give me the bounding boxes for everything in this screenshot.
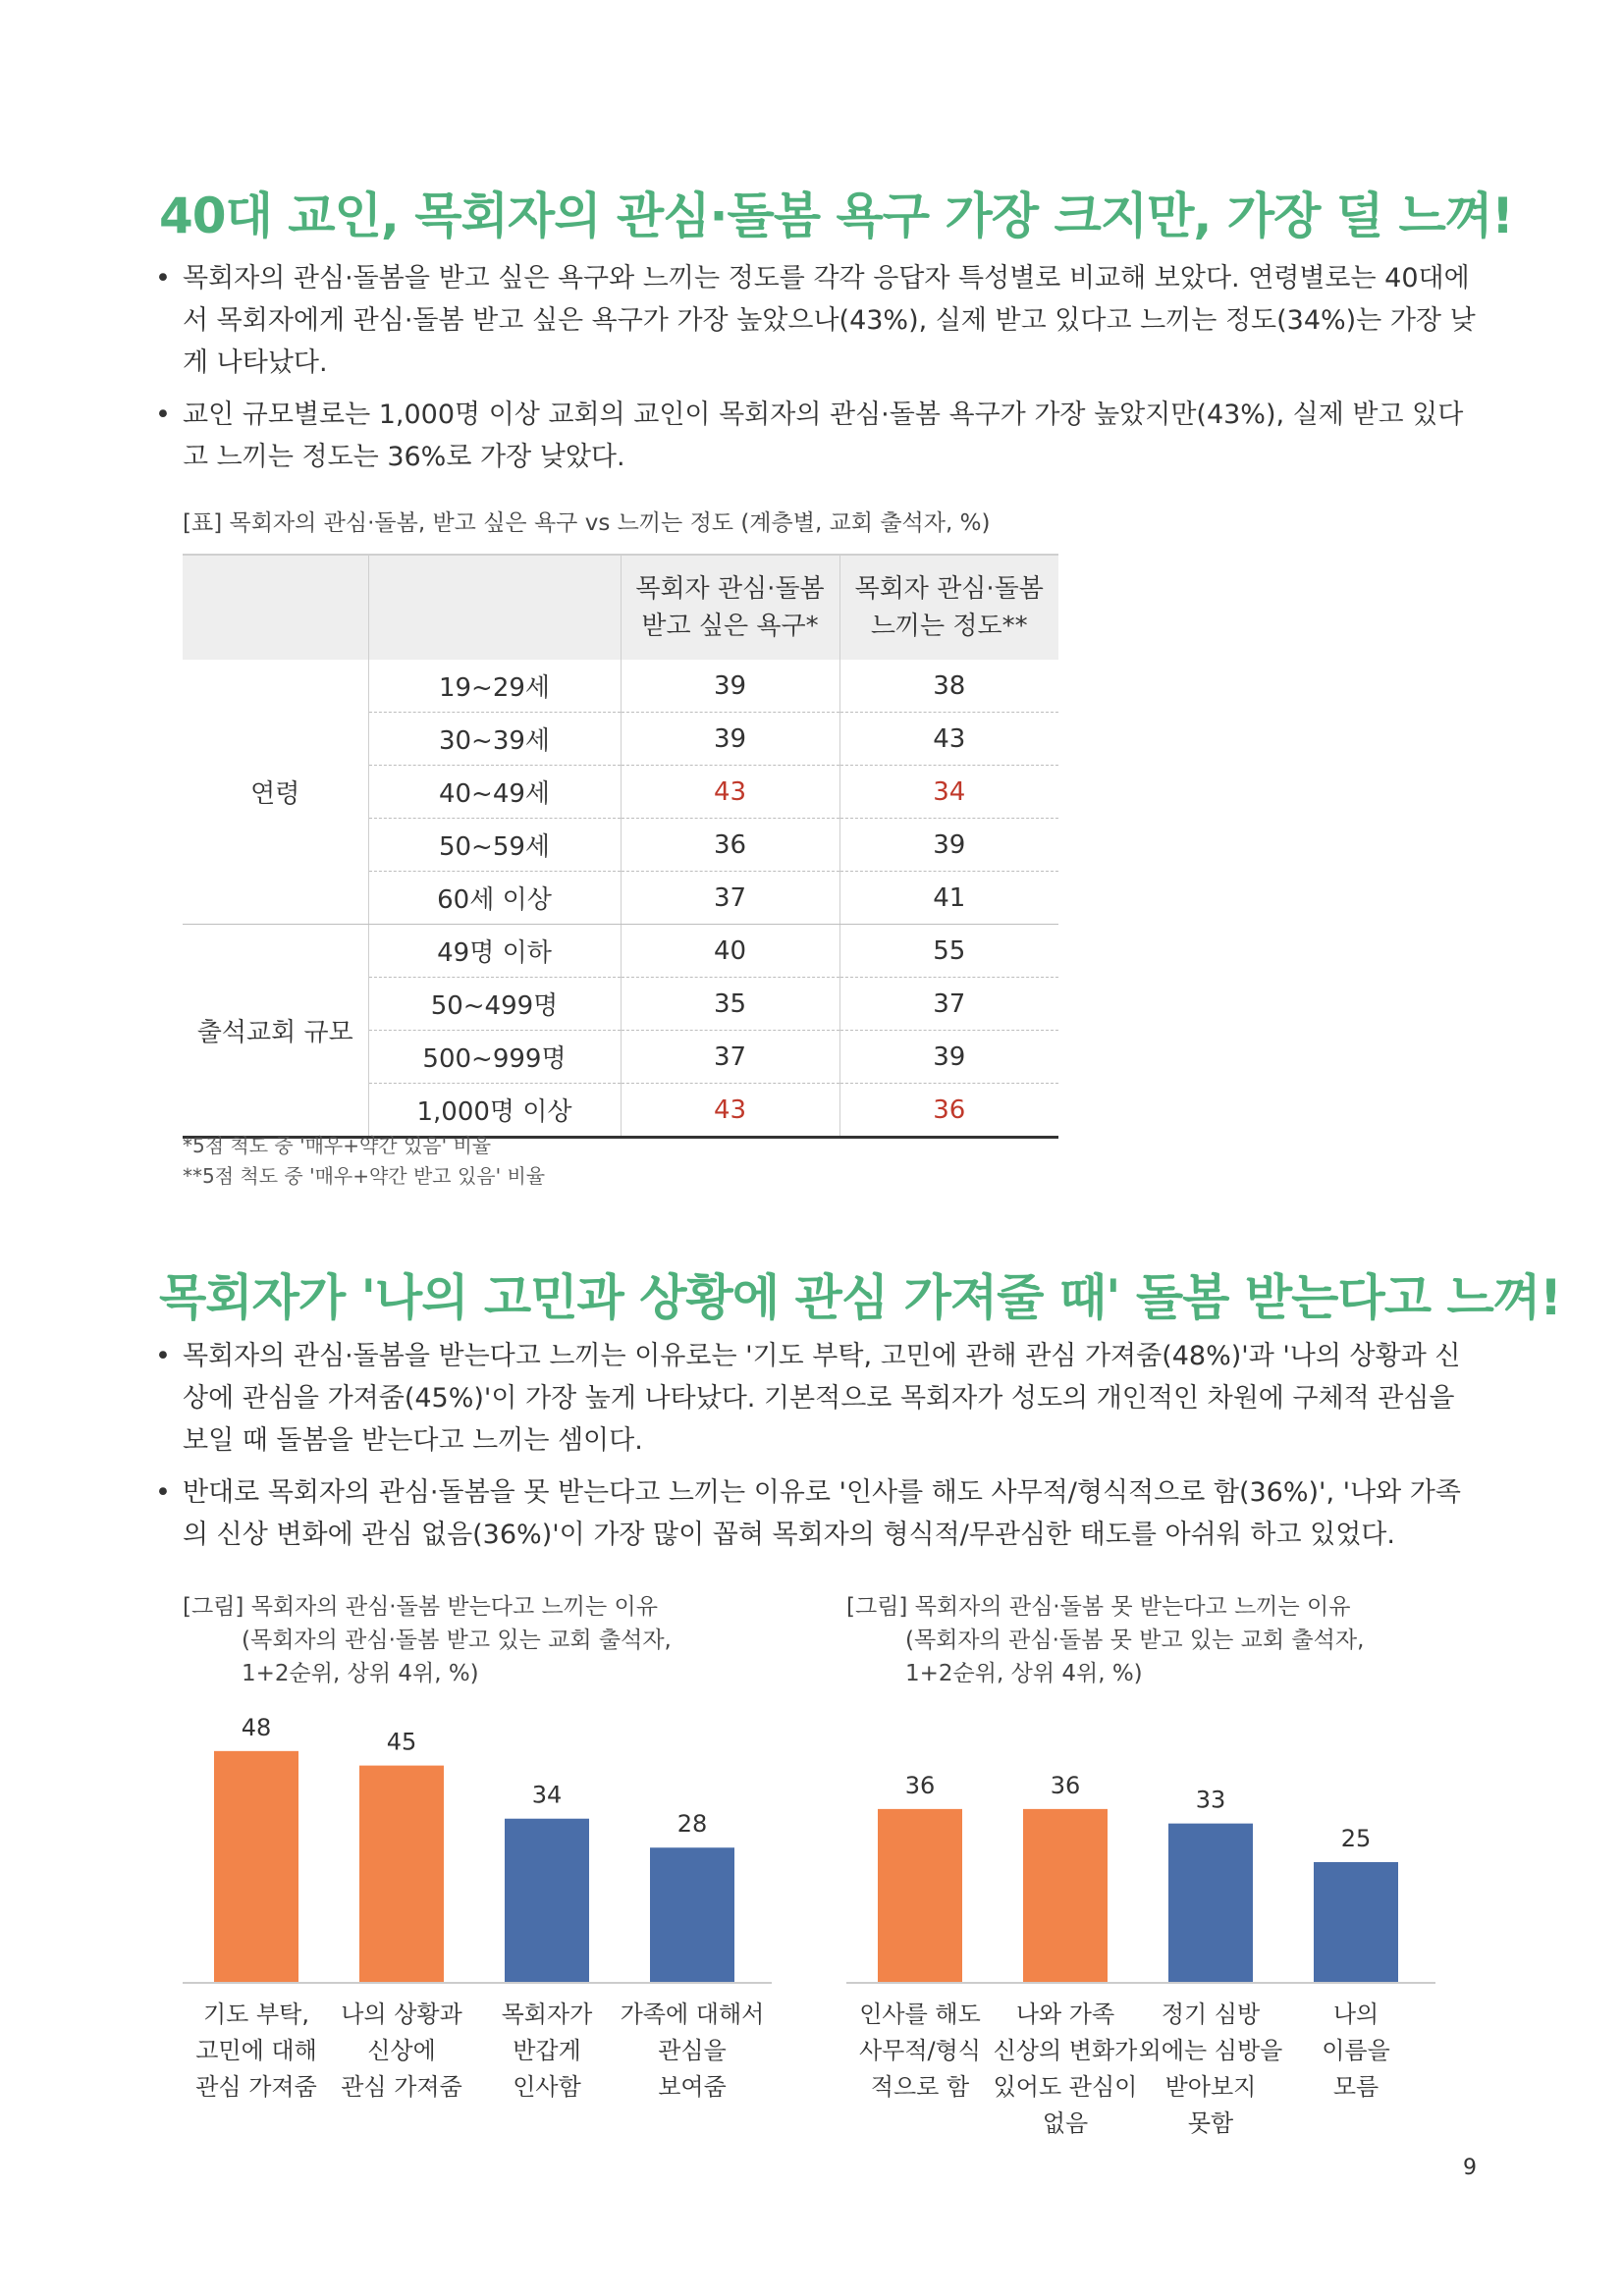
chart2-category-label-line: 정기 심방 [1161,2001,1261,2028]
chart2-category-label-line: 받아보지 [1164,2073,1257,2101]
cell-want: 40 [621,925,839,978]
cell-want: 37 [621,872,839,925]
chart2-category-label-line: 신상의 변화가 [993,2037,1138,2064]
group-label-size: 출석교회 규모 [183,925,368,1138]
cell-want: 36 [621,819,839,872]
chart1-category-label-line: 목회자가 [501,2001,593,2028]
table-header-want-line2: 받고 싶은 욕구* [641,612,819,641]
row-label: 49명 이하 [368,925,621,978]
chart1-title: [그림] 목회자의 관심·돌봄 받는다고 느끼는 이유 [183,1594,658,1620]
chart1-category-label-3 [473,1997,621,2106]
cell-feel: 41 [839,872,1058,925]
cell-feel: 37 [839,978,1058,1031]
chart1-subtitle-1: (목회자의 관심·돌봄 받고 있는 교회 출석자, [242,1628,672,1653]
chart2-category-label-line: 적으로 함 [870,2073,970,2101]
chart1-bar-3 [505,1819,589,1983]
chart2-category-label-line: 이름을 [1322,2037,1390,2064]
table-note-2: **5점 척도 중 '매우+약간 받고 있음' 비율 [183,1164,546,1188]
cell-feel-highlight: 34 [839,766,1058,819]
row-label: 30~39세 [368,713,621,766]
cell-feel: 43 [839,713,1058,766]
chart1-category-label-line: 고민에 대해 [195,2037,317,2064]
table-note-1: *5점 척도 중 '매우+약간 있음' 비율 [183,1134,492,1157]
section2-bullets [155,1335,1481,1566]
chart1-category-label-line: 인사함 [513,2073,581,2101]
chart2-bar-2 [1023,1809,1108,1983]
chart1-category-label-line: 관심 가져줌 [341,2073,462,2101]
chart1-value-label-4: 28 [676,1810,708,1839]
chart1-category-label-line: 관심을 [658,2037,727,2064]
stats-table [183,554,1058,1139]
chart2-bar-3 [1168,1824,1253,1983]
chart1-category-label-line: 관심 가져줌 [195,2073,317,2101]
table-header-want-line1: 목회자 관심·돌봄 [635,574,825,604]
chart1-bar-2 [359,1766,444,1983]
table-row [183,925,1058,978]
table-header-blank [183,555,368,660]
chart1-category-label-2 [328,1997,475,2106]
row-label: 500~999명 [368,1031,621,1084]
row-label: 50~59세 [368,819,621,872]
chart2-category-label-line: 나의 [1332,2001,1380,2028]
group-label-age: 연령 [183,660,368,925]
cell-want: 35 [621,978,839,1031]
table-header-feel-line2: 느끼는 정도** [870,612,1028,641]
row-label: 40~49세 [368,766,621,819]
chart2-category-label-line: 없음 [1042,2109,1089,2137]
chart2-category-label-4 [1282,1997,1430,2106]
chart-reasons-felt [183,1698,772,1993]
cell-want: 39 [621,713,839,766]
row-label: 50~499명 [368,978,621,1031]
chart2-category-label-line: 모름 [1332,2073,1380,2101]
cell-feel: 39 [839,1031,1058,1084]
chart2-subtitle-2: 1+2순위, 상위 4위, %) [905,1661,1143,1686]
chart1-category-label-line: 가족에 대해서 [620,2001,765,2028]
section1-bullet-1: • 목회자의 관심·돌봄을 받고 싶은 욕구와 느끼는 정도를 각각 응답자 특성별로 비교해 보았다. 연령별로는 40대에서 목회자에게 관심·돌봄 받고 싶은 욕구가 가장 높았으나(43%), 실제 받고 있다고 느끼는 정도(34%)는 가장 낮게 나타났다. [155,257,1481,384]
chart2-value-label-3: 33 [1195,1786,1226,1814]
chart2-title: [그림] 목회자의 관심·돌봄 못 받는다고 느끼는 이유 [846,1594,1351,1620]
section2-bullet-1: • 목회자의 관심·돌봄을 받는다고 느끼는 이유로는 '기도 부탁, 고민에 관해 관심 가져줌(48%)'과 '나의 상황과 신상에 관심을 가져줌(45%)'이 가장 높게 나타났다. 기본적으로 목회자가 성도의 개인적인 차원에 구체적 관심을 보일 때 돌봄을 받는다고 느끼는 셈이다. [155,1335,1481,1462]
section1-heading: 40대 교인, 목회자의 관심·돌봄 욕구 가장 크지만, 가장 덜 느껴! [159,187,1513,244]
cell-want-highlight: 43 [621,766,839,819]
chart2-category-label-line: 인사를 해도 [859,2001,981,2028]
cell-want-highlight: 43 [621,1084,839,1138]
chart2-value-label-2: 36 [1050,1771,1081,1799]
chart1-category-label-line: 보여줌 [658,2073,727,2101]
chart1-bar-1 [214,1751,298,1983]
page-number: 9 [1463,2156,1477,2180]
table-header-want [621,555,839,660]
chart2-category-label-line: 있어도 관심이 [993,2073,1138,2101]
chart1-value-label-1: 48 [241,1713,272,1741]
table-header-feel-line1: 목회자 관심·돌봄 [854,574,1044,604]
chart1-category-label-1 [183,1997,330,2106]
chart1-category-label-line: 기도 부탁, [203,2001,309,2028]
chart1-value-label-3: 34 [531,1781,563,1809]
row-label: 1,000명 이상 [368,1084,621,1138]
chart1-subtitle-2: 1+2순위, 상위 4위, %) [242,1661,479,1686]
chart2-subtitle-1: (목회자의 관심·돌봄 못 받고 있는 교회 출석자, [905,1628,1365,1653]
chart2-category-label-line: 외에는 심방을 [1138,2037,1283,2064]
chart2-value-label-4: 25 [1340,1825,1372,1852]
row-label: 60세 이상 [368,872,621,925]
row-label: 19~29세 [368,660,621,713]
chart2-category-label-2 [992,1997,1139,2142]
chart2-bar-4 [1314,1862,1398,1983]
table-caption: [표] 목회자의 관심·돌봄, 받고 싶은 욕구 vs 느끼는 정도 (계층별, 교회 출석자, %) [183,510,991,536]
chart2-category-label-line: 못함 [1187,2109,1234,2137]
chart2-category-label-line: 사무적/형식 [858,2037,981,2064]
chart1-value-label-2: 45 [386,1728,417,1756]
chart1-category-label-4 [619,1997,766,2106]
chart-reasons-not-felt [846,1698,1435,1993]
chart2-category-label-3 [1137,1997,1284,2142]
table-header-feel [839,555,1058,660]
cell-want: 37 [621,1031,839,1084]
chart1-category-label-line: 반갑게 [513,2037,581,2064]
cell-want: 39 [621,660,839,713]
cell-feel: 55 [839,925,1058,978]
table-row [183,660,1058,713]
chart2-category-label-1 [846,1997,994,2106]
section1-bullets [155,257,1481,488]
section2-heading: 목회자가 '나의 고민과 상황에 관심 가져줄 때' 돌봄 받는다고 느껴! [159,1269,1561,1326]
chart2-category-label-line: 나와 가족 [1015,2001,1115,2028]
chart1-category-label-line: 신상에 [367,2037,436,2064]
chart2-bar-1 [878,1809,962,1983]
section2-bullet-2: • 반대로 목회자의 관심·돌봄을 못 받는다고 느끼는 이유로 '인사를 해도 사무적/형식적으로 함(36%)', '나와 가족의 신상 변화에 관심 없음(36%)'이 가장 많이 꼽혀 목회자의 형식적/무관심한 태도를 아쉬워 하고 있었다. [155,1471,1481,1556]
cell-feel: 38 [839,660,1058,713]
cell-feel: 39 [839,819,1058,872]
cell-feel-highlight: 36 [839,1084,1058,1138]
section1-bullet-2: • 교인 규모별로는 1,000명 이상 교회의 교인이 목회자의 관심·돌봄 욕구가 가장 높았지만(43%), 실제 받고 있다고 느끼는 정도는 36%로 가장 낮았다. [155,394,1481,478]
table-header-row [183,555,1058,660]
chart1-category-label-line: 나의 상황과 [341,2001,462,2028]
table-header-blank-2 [368,555,621,660]
chart1-bar-4 [650,1847,734,1983]
chart2-value-label-1: 36 [904,1771,936,1799]
